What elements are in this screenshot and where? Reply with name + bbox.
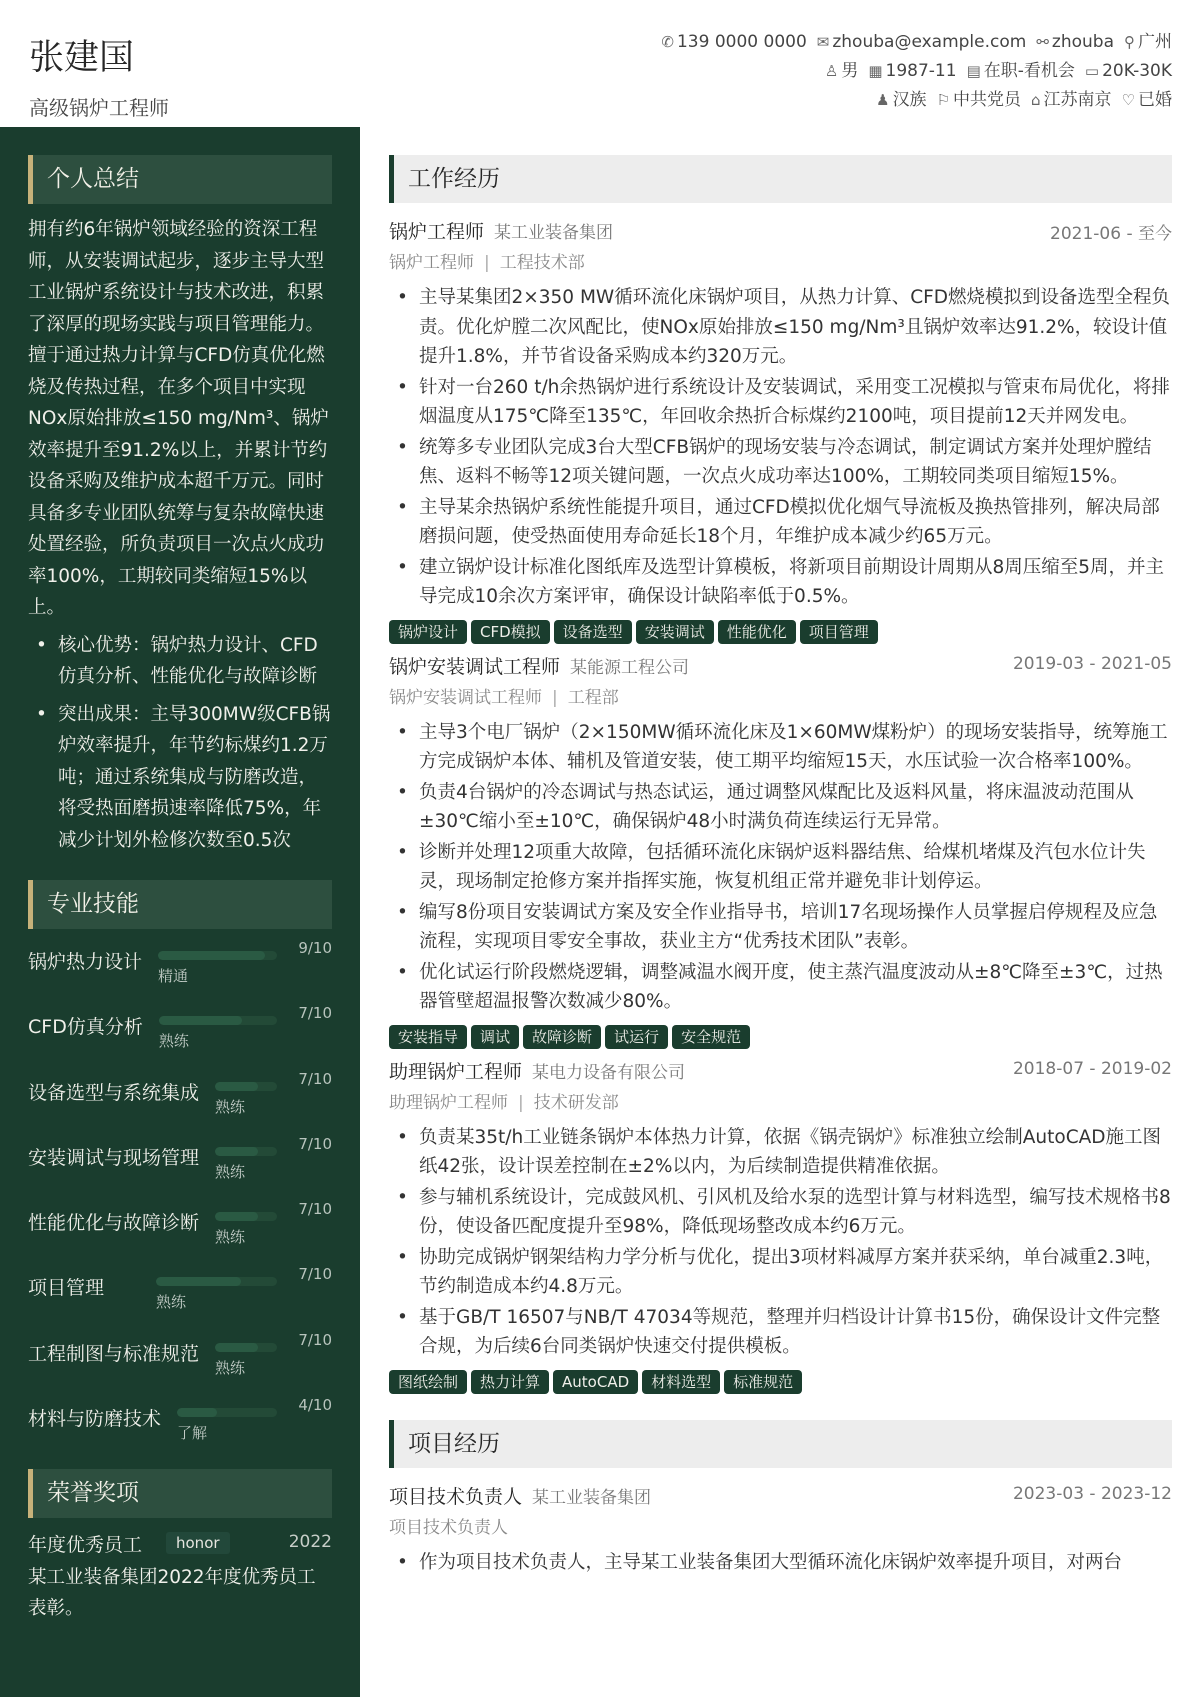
- skill-level-bar: [215, 1343, 277, 1352]
- entry-position: 锅炉安装调试工程师: [389, 687, 542, 708]
- bullet-item: • 负责某35t/h工业链条锅炉本体热力计算，依据《锅壳锅炉》标准独立绘制AutoCAD施工图纸42张，设计误差控制在±2%以内，为后续制造提供精准依据。: [389, 1123, 1172, 1182]
- bullet-item: • 诊断并处理12项重大故障，包括循环流化床锅炉返料器结焦、给煤机堵煤及汽包水位计失灵，现场制定抢修方案并指挥实施，恢复机组正常并避免非计划停运。: [389, 838, 1172, 897]
- skill-level-bar: [156, 1277, 277, 1286]
- bullet-item: • 主导某余热锅炉系统性能提升项目，通过CFD模拟优化烟气导流板及换热管排列，解决局部磨损问题，使受热面使用寿命延长18个月，年维护成本减少约65万元。: [389, 493, 1172, 552]
- entry-date: 2018-07 - 2019-02: [1012, 1058, 1172, 1079]
- entry-department: 技术研发部: [533, 1092, 619, 1113]
- mail-icon: ✉: [816, 33, 830, 51]
- skill-score: 4/10: [298, 1396, 332, 1415]
- skill-level-bar: [215, 1082, 277, 1091]
- skill-name: 性能优化与故障诊断: [28, 1212, 200, 1235]
- candidate-name: 张建国: [29, 38, 135, 78]
- skill-tag: 故障诊断: [523, 1025, 601, 1049]
- bullet-item: • 主导某集团2×350 MW循环流化床锅炉项目，从热力计算、CFD燃烧模拟到设备选型全程负责。优化炉膛二次风配比，使NOx原始排放≤150 mg/Nm³且锅炉效率达91.2%，较设计值提升1.8%，并节省设备采购成本约320万元。: [389, 283, 1172, 372]
- entry-header: [389, 652, 1172, 683]
- contact-item: [825, 57, 858, 86]
- skill-tag: CFD模拟: [471, 620, 550, 644]
- honor-badge: honor: [166, 1532, 230, 1554]
- skill-row: [28, 939, 332, 1004]
- bullet-item: • 建立锅炉设计标准化图纸库及选型计算模板，将新项目前期设计周期从8周压缩至5周，并主导完成10余次方案评审，确保设计缺陷率低于0.5%。: [389, 553, 1172, 612]
- skill-tag: AutoCAD: [553, 1370, 638, 1394]
- skill-name: 安装调试与现场管理: [28, 1146, 200, 1169]
- people-icon: ♟: [876, 91, 890, 109]
- contact-text: 广州: [1138, 32, 1172, 52]
- main-content: [389, 155, 1172, 1585]
- entry-bullets: [389, 1123, 1172, 1362]
- heart-icon: ♡: [1121, 91, 1135, 109]
- skill-level-label: 了解: [177, 1424, 208, 1443]
- skill-name: 锅炉热力设计: [28, 951, 143, 973]
- skill-level-fill: [159, 1016, 242, 1025]
- calendar-icon: ▦: [868, 62, 883, 80]
- skill-level-bar: [215, 1147, 277, 1156]
- skill-tag: 设备选型: [554, 620, 632, 644]
- skill-level-bar: [215, 1212, 277, 1221]
- skill-tag: 安装指导: [389, 1025, 467, 1049]
- skill-level-fill: [215, 1212, 258, 1221]
- skill-row: [28, 1200, 332, 1265]
- skill-tag: 锅炉设计: [389, 620, 467, 644]
- honors-section: [28, 1469, 332, 1624]
- bullet-item: • 负责4台锅炉的冷态调试与热态试运，通过调整风煤配比及返料风量，将床温波动范围从±30℃缩小至±10℃，确保锅炉48小时满负荷连续运行无异常。: [389, 778, 1172, 837]
- skill-tag: 性能优化: [718, 620, 796, 644]
- entry-date: 2021-06 - 至今: [1050, 224, 1172, 244]
- work-section-title: 工作经历: [389, 155, 1172, 203]
- contact-info: [651, 28, 1172, 115]
- highlight-item: • 突出成果：主导300MW级CFB锅炉效率提升，年节约标煤约1.2万吨；通过系统集成与防磨改造，将受热面磨损速率降低75%，年减少计划外检修次数至0.5次: [28, 699, 332, 857]
- skill-level-fill: [156, 1277, 241, 1286]
- skill-score: 7/10: [298, 1330, 332, 1349]
- contact-item: [1036, 28, 1114, 57]
- home-icon: ⌂: [1031, 91, 1041, 109]
- bullet-item: • 主导3个电厂锅炉（2×150MW循环流化床及1×60MW煤粉炉）的现场安装指导，统筹施工方完成锅炉本体、辅机及管道安装，使工期平均缩短15天，水压试验一次合格率100%。: [389, 718, 1172, 777]
- bullet-item: • 协助完成锅炉钢架结构力学分析与优化，提出3项材料减厚方案并获采纳，单台减重2.3吨，节约制造成本约4.8万元。: [389, 1243, 1172, 1302]
- contact-item: [1085, 57, 1172, 86]
- bullet-item: • 编写8份项目安装调试方案及安全作业指导书，培训17名现场操作人员掌握启停规程及应急流程，实现项目零安全事故，获业主方“优秀技术团队”表彰。: [389, 898, 1172, 957]
- entry-tags: [389, 620, 1172, 644]
- skill-score: 9/10: [298, 939, 332, 957]
- skill-level-fill: [215, 1343, 258, 1352]
- contact-row-2: [651, 57, 1172, 86]
- contact-text: 汉族: [892, 90, 927, 110]
- entry-department: 工程部: [567, 687, 619, 708]
- bullet-item: • 针对一台260 t/h余热锅炉进行系统设计及安装调试，采用变工况模拟与管束布局优化，将排烟温度从175℃降至135℃，年回收余热折合标煤约2100吨，项目提前12天并网发电。: [389, 373, 1172, 432]
- entry-subtitle: [389, 248, 1172, 279]
- skill-name: 材料与防磨技术: [28, 1408, 162, 1431]
- bullet-item: • 统筹多专业团队完成3台大型CFB锅炉的现场安装与冷态调试，制定调试方案并处理炉膛结焦、返料不畅等12项关键问题，一次点火成功率达100%，工期较同类项目缩短15%。: [389, 433, 1172, 492]
- entry-department: 工程技术部: [499, 253, 585, 273]
- skill-row: [28, 1004, 332, 1069]
- flag-icon: ⚐: [936, 91, 951, 109]
- entry-company: 某能源工程公司: [570, 657, 690, 678]
- contact-item: [817, 28, 1027, 57]
- entry-company: 某工业装备集团: [494, 223, 614, 243]
- contact-item: [1031, 86, 1112, 115]
- skill-row: [28, 1135, 332, 1200]
- entry-role: 助理锅炉工程师: [389, 1060, 523, 1083]
- entry-bullets: [389, 1548, 1172, 1578]
- bullet-item: • 优化试运行阶段燃烧逻辑，调整减温水阀开度，使主蒸汽温度波动从±8℃降至±3℃，过热器管壁超温报警次数减少80%。: [389, 958, 1172, 1017]
- skill-level-label: 熟练: [215, 1097, 246, 1116]
- contact-text: 在职-看机会: [983, 61, 1075, 81]
- contact-item: [868, 57, 956, 86]
- link-icon: ⚯: [1036, 33, 1049, 51]
- skill-level-fill: [215, 1147, 258, 1156]
- contact-text: 江苏南京: [1043, 90, 1112, 110]
- resume-header: [0, 0, 1200, 127]
- entry-role: 项目技术负责人: [389, 1485, 523, 1508]
- phone-icon: ✆: [661, 33, 674, 51]
- experience-entry: [389, 217, 1172, 644]
- contact-item: [1124, 28, 1172, 57]
- entry-company: 某电力设备有限公司: [532, 1062, 686, 1083]
- work-experience-list: [389, 217, 1172, 1394]
- skill-name: 项目管理: [28, 1277, 105, 1300]
- skill-level-label: 熟练: [215, 1358, 246, 1377]
- contact-text: 139 0000 0000: [676, 32, 807, 52]
- bullet-item: • 基于GB/T 16507与NB/T 47034等规范，整理并归档设计计算书15份，确保设计文件完整合规，为后续6台同类锅炉快速交付提供模板。: [389, 1303, 1172, 1362]
- entry-tags: [389, 1025, 1172, 1049]
- skill-score: 7/10: [298, 1265, 332, 1284]
- highlight-item: • 核心优势：锅炉热力设计、CFD仿真分析、性能优化与故障诊断: [28, 630, 332, 693]
- skills-section: [28, 880, 332, 1461]
- skill-tag: 图纸绘制: [389, 1370, 467, 1394]
- contact-row-3: [651, 86, 1172, 115]
- contact-text: 已婚: [1138, 90, 1172, 110]
- contact-text: 20K-30K: [1102, 61, 1172, 81]
- separator: |: [518, 1092, 524, 1113]
- skill-score: 7/10: [298, 1200, 332, 1219]
- honors-section-title: 荣誉奖项: [28, 1469, 332, 1518]
- entry-company: 某工业装备集团: [532, 1487, 652, 1508]
- skill-tag: 调试: [471, 1025, 519, 1049]
- skill-level-label: 熟练: [156, 1293, 187, 1312]
- contact-text: 中共党员: [953, 90, 1022, 110]
- entry-date: 2023-03 - 2023-12: [1012, 1483, 1172, 1504]
- skill-level-label: 精通: [158, 967, 189, 985]
- skill-level-label: 熟练: [158, 1032, 189, 1051]
- skill-row: [28, 1331, 332, 1396]
- summary-highlights: [28, 630, 332, 857]
- skill-level-fill: [158, 951, 265, 960]
- person-icon: ♙: [824, 62, 839, 80]
- skill-level-fill: [215, 1082, 258, 1091]
- project-section-title: 项目经历: [389, 1420, 1172, 1468]
- briefcase-icon: ▤: [966, 62, 981, 80]
- entry-role: 锅炉安装调试工程师: [389, 655, 561, 678]
- skills-section-title: 专业技能: [28, 880, 332, 929]
- contact-row-1: [651, 28, 1172, 57]
- contact-item: [967, 57, 1075, 86]
- entry-header: [389, 217, 1172, 248]
- skill-tag: 材料选型: [642, 1370, 720, 1394]
- candidate-title: 高级锅炉工程师: [29, 96, 169, 120]
- contact-text: 1987-11: [885, 61, 957, 81]
- skill-level-label: 熟练: [215, 1162, 246, 1181]
- skill-tag: 试运行: [605, 1025, 668, 1049]
- skill-level-bar: [158, 951, 277, 960]
- entry-tags: [389, 1370, 1172, 1394]
- skill-row: [28, 1396, 332, 1461]
- honor-name: 年度优秀员工: [28, 1534, 143, 1557]
- skill-level-bar: [177, 1408, 277, 1417]
- contact-item: [1122, 86, 1172, 115]
- skills-list: [28, 939, 332, 1461]
- separator: |: [484, 253, 490, 273]
- location-icon: ⚲: [1124, 33, 1135, 51]
- contact-text: zhouba@example.com: [832, 32, 1027, 52]
- contact-item: [876, 86, 926, 115]
- honor-year: 2022: [288, 1532, 332, 1553]
- skill-score: 7/10: [298, 1134, 332, 1153]
- entry-date: 2019-03 - 2021-05: [1012, 653, 1172, 674]
- skill-level-label: 熟练: [215, 1228, 246, 1247]
- skill-tag: 安全规范: [672, 1025, 750, 1049]
- sidebar: [0, 127, 360, 1697]
- experience-entry: [389, 652, 1172, 1049]
- experience-entry: [389, 1482, 1172, 1578]
- projects-section: [389, 1420, 1172, 1578]
- entry-subtitle: [389, 683, 1172, 714]
- entry-subtitle: [389, 1513, 1172, 1544]
- entry-position: 助理锅炉工程师: [389, 1092, 508, 1113]
- bullet-item: • 作为项目技术负责人，主导某工业装备集团大型循环流化床锅炉效率提升项目，对两台: [389, 1548, 1172, 1578]
- entry-header: [389, 1057, 1172, 1088]
- entry-role: 锅炉工程师: [389, 221, 485, 243]
- honor-item: [28, 1528, 332, 1562]
- skill-row: [28, 1070, 332, 1135]
- entry-position: 锅炉工程师: [389, 253, 474, 273]
- skill-score: 7/10: [298, 1069, 332, 1088]
- skill-tag: 热力计算: [471, 1370, 549, 1394]
- entry-bullets: [389, 283, 1172, 612]
- honor-description: 某工业装备集团2022年度优秀员工表彰。: [28, 1567, 316, 1620]
- skill-tag: 标准规范: [724, 1370, 802, 1394]
- entry-header: [389, 1482, 1172, 1513]
- skill-level-fill: [177, 1408, 217, 1417]
- skill-row: [28, 1265, 332, 1330]
- contact-text: zhouba: [1051, 32, 1114, 52]
- entry-position: 项目技术负责人: [389, 1517, 508, 1538]
- skill-tag: 项目管理: [800, 620, 878, 644]
- summary-text: 拥有约6年锅炉领域经验的资深工程师，从安装调试起步，逐步主导大型工业锅炉系统设计与技术改进，积累了深厚的现场实践与项目管理能力。擅于通过热力计算与CFD仿真优化燃烧及传热过程，在多个项目中实现NOx原始排放≤150 mg/Nm³、锅炉效率提升至91.2%以上，并累计节约设备采购及维护成本超千万元。同时具备多专业团队统筹与复杂故障快速处置经验，所负责项目一次点火成功率100%，工期较同类缩短15%以上。: [28, 219, 329, 618]
- bullet-item: • 参与辅机系统设计，完成鼓风机、引风机及给水泵的选型计算与材料选型，编写技术规格书8份，使设备匹配度提升至98%，降低现场整改成本约6万元。: [389, 1183, 1172, 1242]
- contact-item: [661, 28, 806, 57]
- summary-section-title: 个人总结: [28, 155, 332, 204]
- experience-entry: [389, 1057, 1172, 1394]
- entry-subtitle: [389, 1088, 1172, 1119]
- contact-text: 男: [841, 61, 859, 81]
- salary-icon: ▭: [1084, 62, 1100, 80]
- separator: |: [552, 687, 558, 708]
- skill-score: 7/10: [298, 1004, 332, 1023]
- contact-item: [937, 86, 1021, 115]
- project-list: [389, 1482, 1172, 1578]
- skill-level-bar: [159, 1016, 277, 1025]
- skill-name: 设备选型与系统集成: [28, 1081, 200, 1104]
- entry-bullets: [389, 718, 1172, 1017]
- skill-name: 工程制图与标准规范: [28, 1342, 200, 1365]
- skill-name: CFD仿真分析: [28, 1016, 143, 1039]
- skill-tag: 安装调试: [636, 620, 714, 644]
